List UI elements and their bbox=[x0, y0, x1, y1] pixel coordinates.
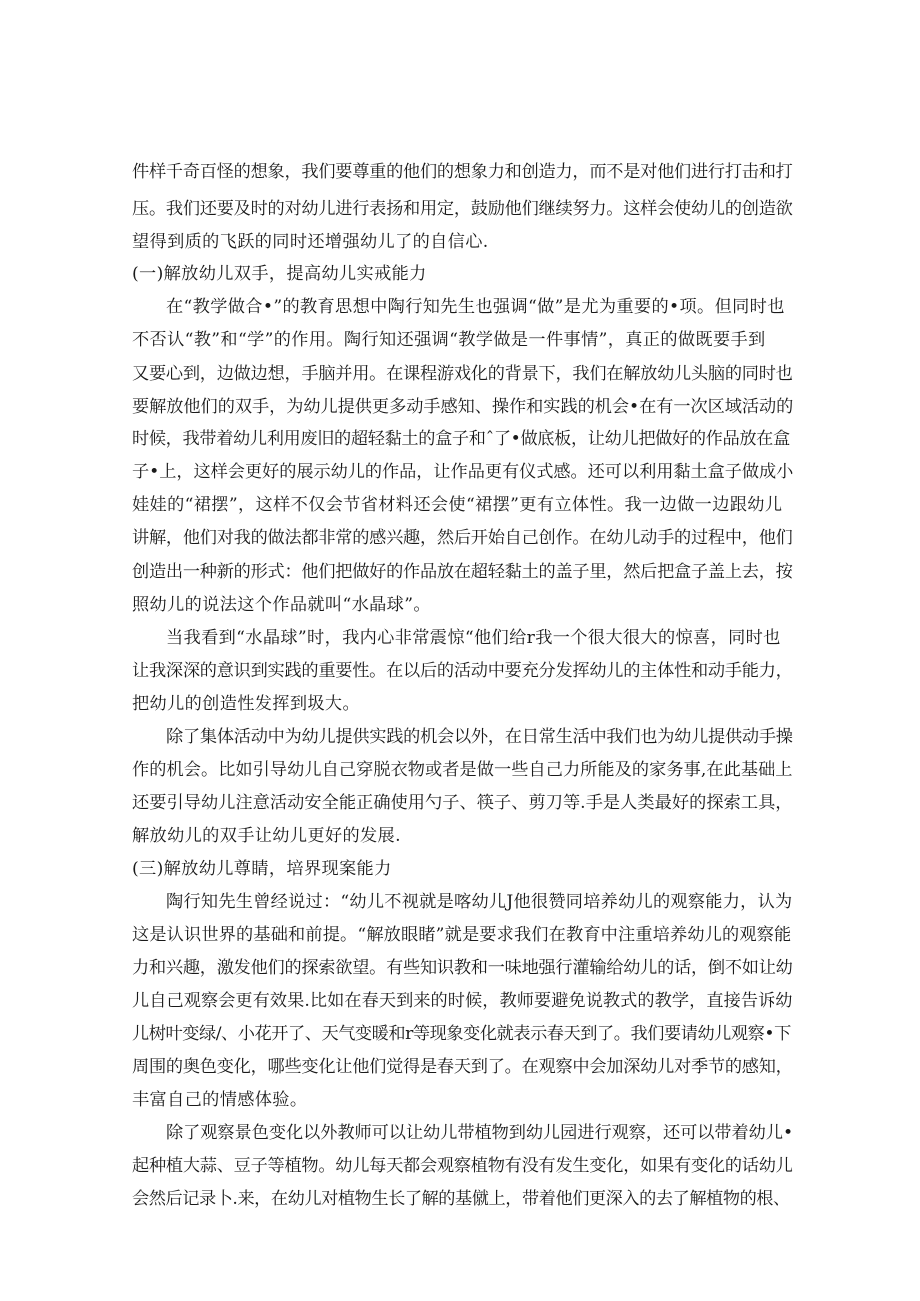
text-line: 讲解，他们对我的做法都非常的感兴趣，然后开始自己创作。在幼儿动手的过程中，他们 bbox=[132, 528, 793, 548]
paragraph-first-line: 除了观察景色变化以外教师可以让幼儿带植物到幼儿园进行观察，还可以带着幼儿• bbox=[166, 1123, 794, 1143]
text-line: 会然后记录卜.来，在幼儿对植物生长了解的基僦上，带着他们更深入的去了解植物的根、 bbox=[132, 1189, 790, 1209]
text-line: 件样千奇百怪的想象，我们要尊重的他们的想象力和创造力，而不是对他们进行打击和打 bbox=[132, 162, 793, 182]
paragraph-first-line: 陶行知先生曾经说过：“幼儿不视就是喀幼儿J他很赞同培养幼儿的观察能力，认为 bbox=[166, 892, 793, 912]
text-line: 压。我们还要及时的对幼儿进行表扬和用定，鼓励他们继续努力。这样会使幼儿的创造欲 bbox=[132, 199, 793, 219]
paragraph-first-line: 当我看到“水晶球”时，我内心非常震惊“他们给r我一个很大很大的惊喜，同时也 bbox=[166, 628, 781, 648]
text-line: 起种植大蒜、豆子等植物。幼儿每天都会观察植物有没有发生变化，如果有变化的话幼儿 bbox=[132, 1156, 793, 1176]
text-line: 娃娃的“裙摆”，这样不仅会节省材料还会使“裙摆”更有立体性。我一边做一边跟幼儿 bbox=[132, 495, 783, 515]
text-line: 周围的奥色变化，哪些变化让他们觉得是春天到了。在观察中会加深幼儿对季节的感知， bbox=[132, 1057, 793, 1077]
text-line: 作的机会。比如引导幼儿自己穿脱衣物或者是做一些自己力所能及的家务事,在此基础上 bbox=[132, 760, 793, 780]
text-line: 创造出一种新的形式：他们把做好的作品放在超轻黏土的盖子里，然后把盒子盖上去，按 bbox=[132, 562, 793, 582]
text-line: 丰富自己的情感体验。 bbox=[132, 1090, 308, 1110]
text-line: 儿树叶变绿/、小花开了、天气变暖和r等现象变化就表示春天到了。我们要请幼儿观察•下 bbox=[132, 1024, 791, 1044]
text-line: 把幼儿的创造性发挥到圾大。 bbox=[132, 694, 360, 714]
text-line: 还要引导幼儿注意活动安全能正确使用勺子、筷子、剪刀等.手是人类最好的探索工具， bbox=[132, 793, 793, 813]
text-line: 望得到质的飞跃的同时还增强幼儿了的自信心. bbox=[132, 232, 489, 252]
text-line: 儿自己观察会更有效果.比如在春天到来的时候，教师要避免说教式的教学，直接告诉幼 bbox=[132, 991, 793, 1011]
text-line: 让我深深的意识到实践的重要性。在以后的活动中要充分发挥幼儿的主体性和动手能力， bbox=[132, 661, 793, 681]
text-line: 又要心到，边做边想，手脑并用。在课程游戏化的背景下，我们在解放幼儿头脑的同时也 bbox=[132, 364, 793, 384]
section-heading: (一)解放幼儿双手，提高幼儿实戒能力 bbox=[132, 264, 427, 284]
text-line: 力和兴趣，激发他们的探索欲望。有些知识教和一味地强行灌输给幼儿的话，倒不如让幼 bbox=[132, 958, 793, 978]
text-line: 时候，我带着幼儿利用废旧的超轻黏土的盒子和ˆ了•做底板，让幼儿把做好的作品放在盒 bbox=[132, 429, 790, 449]
text-line: 要解放他们的双手，为幼儿提供更多动手感知、操作和实践的机会•在有一次区域活动的 bbox=[132, 397, 794, 417]
paragraph-first-line: 在“教学做合•”的教育思想中陶行知先生也强调“做”是尤为重要的•项。但同时也 bbox=[166, 297, 785, 317]
text-line: 这是认识世界的基础和前提。“解放眼睹”就是要求我们在教育中注重培养幼儿的观察能 bbox=[132, 925, 792, 945]
text-line: 子•上，这样会更好的展示幼儿的作品，让作品更有仪式感。还可以利用黏土盒子做成小 bbox=[132, 462, 794, 482]
section-heading: (三)解放幼儿尊睛，培界现案能力 bbox=[132, 859, 392, 879]
text-line: 照幼儿的说法这个作品就叫“水晶球”。 bbox=[132, 595, 431, 615]
text-line: 解放幼儿的双手让幼儿更好的发展. bbox=[132, 826, 401, 846]
text-line: 不否认“教”和“学”的作用。陶行知还强调“教学做是一件事情”，真正的做既要手到 bbox=[132, 330, 766, 350]
paragraph-first-line: 除了集体活动中为幼儿提供实践的机会以外，在日常生活中我们也为幼儿提供动手操 bbox=[166, 727, 793, 747]
